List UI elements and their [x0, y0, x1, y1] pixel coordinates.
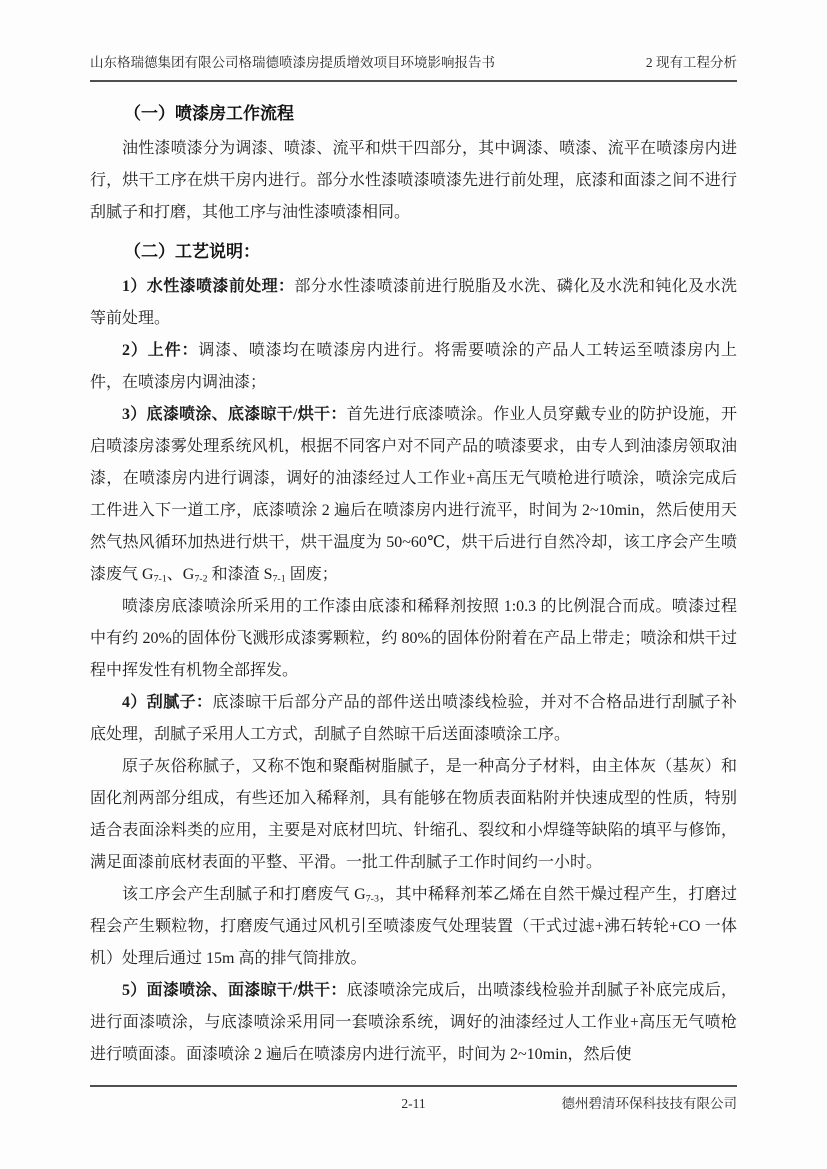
subscript-run: 7-1	[153, 573, 167, 585]
text-run: 固废；	[285, 566, 338, 583]
text-run: 调漆、喷漆均在喷漆房内进行。将需要喷涂的产品人工转运至喷漆房内上件，在喷漆房内调油漆；	[90, 342, 737, 391]
text-run: 、G	[166, 566, 195, 583]
paragraph	[90, 271, 737, 335]
document-body	[90, 82, 737, 1071]
bold-run: 5）面漆喷涂、面漆晾干/烘干：	[122, 982, 347, 999]
paragraph	[90, 879, 737, 975]
bold-run: 3）底漆喷涂、底漆晾干/烘干：	[122, 406, 347, 423]
paragraph	[90, 399, 737, 591]
header-chapter-title: 2 现有工程分析	[645, 55, 737, 70]
paragraph	[90, 591, 737, 687]
paragraph	[90, 335, 737, 399]
page-footer	[90, 1085, 737, 1112]
text-run: ，其中稀释剂苯乙烯在自然干燥过程产生，打磨过程会产生颗粒物，打磨废气通过风机引至喷漆废气处理装置（干式过滤+沸石转轮+CO 一体机）处理后通过 15m 高的排气筒排放。	[90, 886, 737, 967]
text-run: 油性漆喷漆分为调漆、喷漆、流平和烘干四部分，其中调漆、喷漆、流平在喷漆房内进行，烘干工序在烘干房内进行。部分水性漆喷漆喷漆先进行前处理，底漆和面漆之间不进行刮腻子和打磨，其他工序与油性漆喷漆相同。	[90, 140, 737, 221]
bold-run: （二）工艺说明：	[124, 242, 260, 261]
subscript-run: 7-1	[272, 573, 286, 585]
footer-company-name: 德州碧清环保科技技有限公司	[561, 1096, 737, 1111]
paragraph	[90, 133, 737, 229]
text-run: 原子灰俗称腻子，又称不饱和聚酯树脂腻子，是一种高分子材料，由主体灰（基灰）和固化剂两部分组成，有些还加入稀释剂，具有能够在物质表面粘附并快速成型的性质，特别适合表面涂料类的应用，主要是对底材凹坑、针缩孔、裂纹和小焊缝等缺陷的填平与修饰，满足面漆前底材表面的平整、平滑。一批工件刮腻子工作时间约一小时。	[90, 758, 737, 871]
paragraph	[90, 687, 737, 751]
header-report-title: 山东格瑞德集团有限公司格瑞德喷漆房提质增效项目环境影响报告书	[90, 55, 495, 70]
subscript-run: 7-3	[365, 893, 379, 905]
text-run: 喷漆房底漆喷涂所采用的工作漆由底漆和稀释剂按照 1:0.3 的比例混合而成。喷漆过程中有约 20%的固体份飞溅形成漆雾颗粒，约 80%的固体份附着在产品上带走；喷涂和烘干过程中挥发性有机物全部挥发。	[90, 598, 737, 679]
page-header	[90, 54, 737, 82]
bold-run: 1）水性漆喷漆前处理：	[122, 278, 295, 295]
section-heading	[90, 99, 737, 129]
bold-run: 4）刮腻子：	[122, 694, 213, 711]
bold-run: （一）喷漆房工作流程	[124, 104, 294, 123]
paragraph	[90, 975, 737, 1071]
text-run: 首先进行底漆喷涂。作业人员穿戴专业的防护设施，开启喷漆房漆雾处理系统风机，根据不同客户对不同产品的喷漆要求，由专人到油漆房领取油漆，在喷漆房内进行调漆，调好的油漆经过人工作业+高压无气喷枪进行喷涂，喷涂完成后工件进入下一道工序，底漆喷涂 2 遍后在喷漆房内进行流平，时间为 2~10min，然后使用天然气热风循环加热进行烘干，烘干温度为 50~60℃，烘干后进行自然冷却，该工序会产生喷漆废气 G	[90, 406, 737, 583]
text-run: 和漆渣 S	[207, 566, 273, 583]
footer-page-number: 2-11	[401, 1096, 426, 1111]
text-run: 该工序会产生刮腻子和打磨废气 G	[122, 886, 366, 903]
paragraph	[90, 751, 737, 879]
subscript-run: 7-2	[194, 573, 208, 585]
text-run: 部分水性漆喷漆前进行脱脂及水洗、磷化及水洗和钝化及水洗等前处理。	[90, 278, 737, 327]
text-run: 底漆喷涂完成后，出喷漆线检验并刮腻子补底完成后，进行面漆喷涂，与底漆喷涂采用同一套喷涂系统，调好的油漆经过人工作业+高压无气喷枪进行喷面漆。面漆喷涂 2 遍后在喷漆房内进行流平，时间为 2~10min，然后使	[90, 982, 737, 1063]
bold-run: 2）上件：	[122, 342, 199, 359]
text-run: 底漆晾干后部分产品的部件送出喷漆线检验，并对不合格品进行刮腻子补底处理，刮腻子采用人工方式，刮腻子自然晾干后送面漆喷涂工序。	[90, 694, 737, 743]
section-heading	[90, 237, 737, 267]
